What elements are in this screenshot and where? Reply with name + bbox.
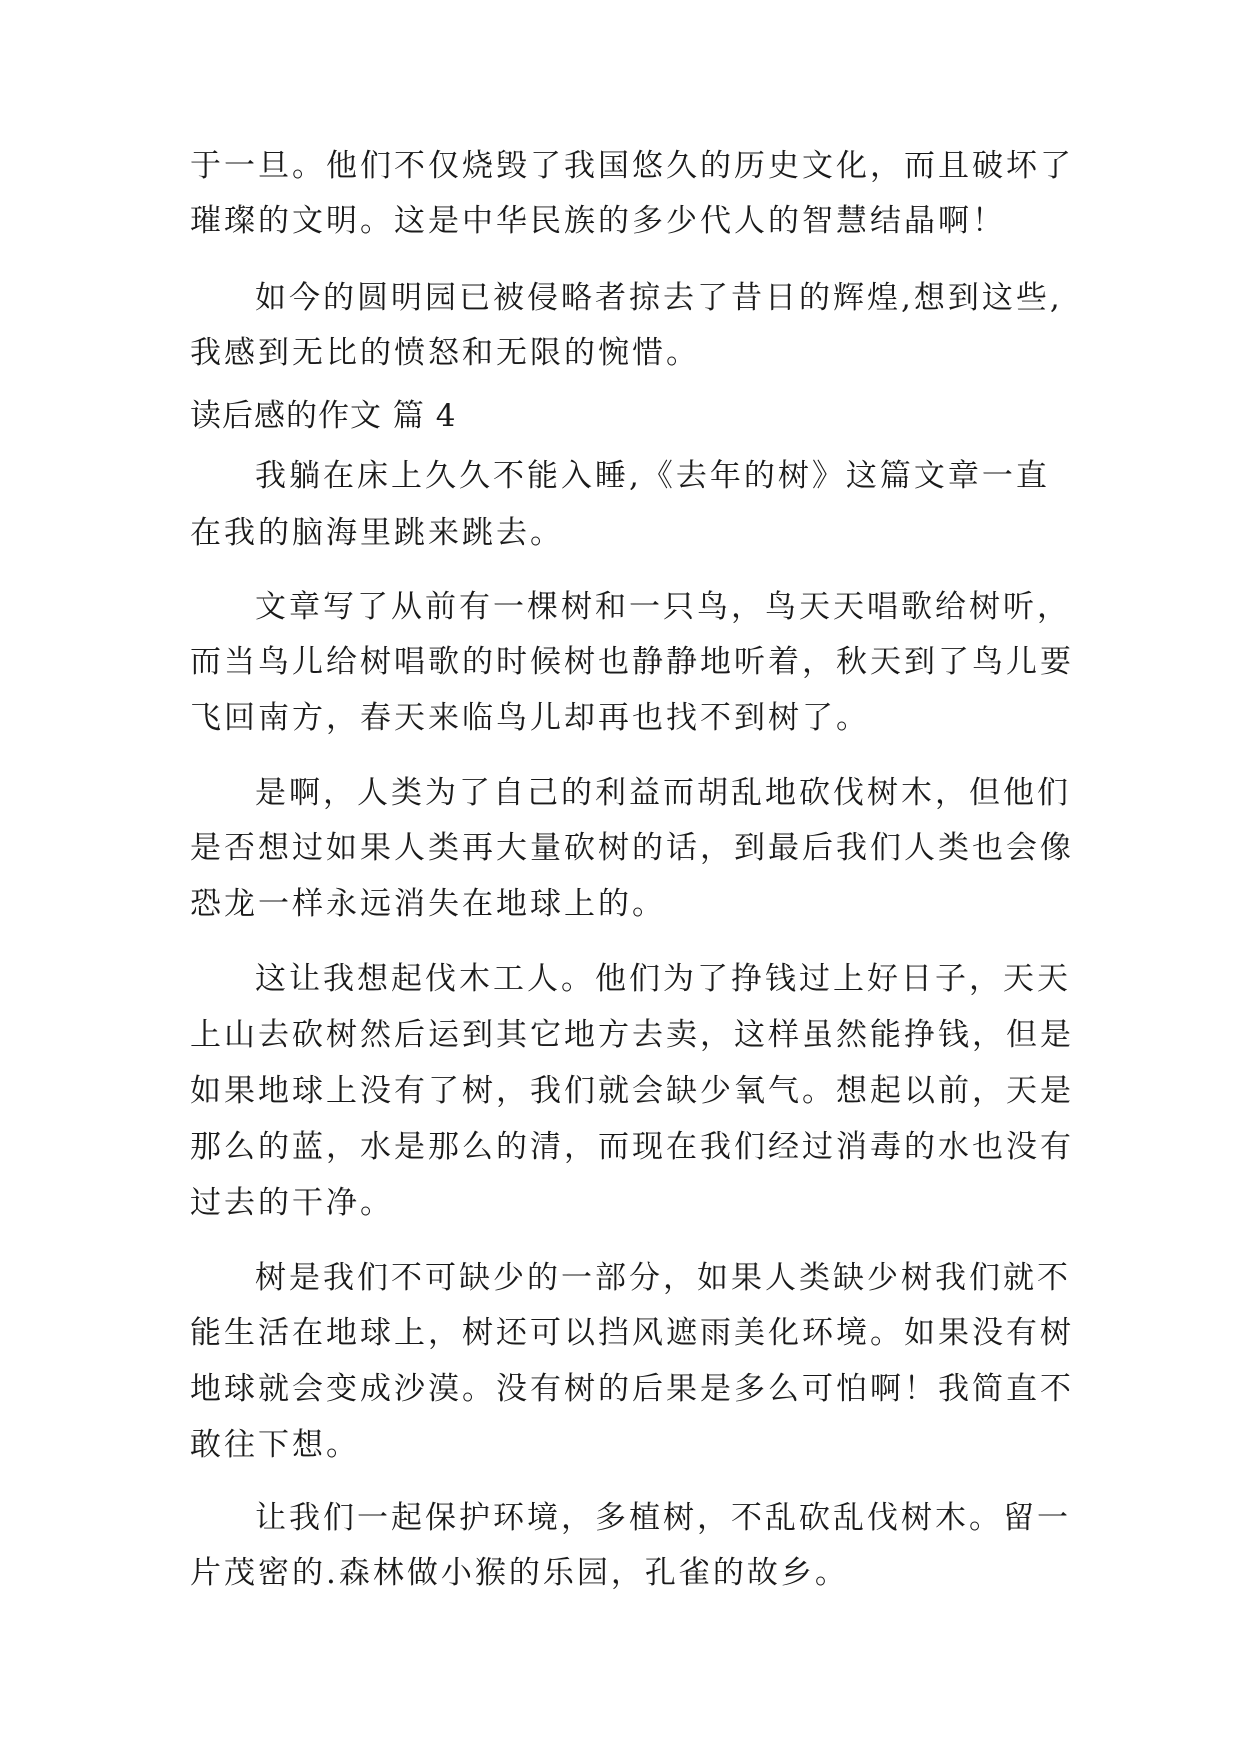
text-line: 能生活在地球上，树还可以挡风遮雨美化环境。如果没有树 [190,1315,1074,1351]
text-line: 上山去砍树然后运到其它地方去卖，这样虽然能挣钱，但是 [190,1017,1074,1053]
text-line: 如果地球上没有了树，我们就会缺少氧气。想起以前，天是 [190,1073,1074,1109]
text-line: 如今的圆明园已被侵略者掠去了昔日的辉煌,想到这些, [255,280,1063,316]
text-line: 璀璨的文明。这是中华民族的多少代人的智慧结晶啊！ [190,203,1006,239]
text-line: 文章写了从前有一棵树和一只鸟，鸟天天唱歌给树听， [255,589,1071,625]
text-line: 地球就会变成沙漠。没有树的后果是多么可怕啊！我简直不 [190,1371,1074,1407]
text-line: 让我们一起保护环境，多植树，不乱砍乱伐树木。留一 [255,1500,1071,1536]
text-line: 恐龙一样永远消失在地球上的。 [190,886,666,922]
text-line: 过去的干净。 [190,1185,394,1221]
text-line: 片茂密的.森林做小猴的乐园，孔雀的故乡。 [190,1555,849,1591]
text-line: 那么的蓝，水是那么的清，而现在我们经过消毒的水也没有 [190,1129,1074,1165]
text-line: 在我的脑海里跳来跳去。 [190,515,564,551]
text-line: 树是我们不可缺少的一部分，如果人类缺少树我们就不 [255,1260,1071,1296]
text-line: 是否想过如果人类再大量砍树的话，到最后我们人类也会像 [190,830,1074,866]
text-line: 我躺在床上久久不能入睡,《去年的树》这篇文章一直 [255,458,1050,494]
text-line: 于一旦。他们不仅烧毁了我国悠久的历史文化，而且破坏了 [190,148,1074,184]
text-line: 这让我想起伐木工人。他们为了挣钱过上好日子，天天 [255,961,1071,997]
text-line: 是啊，人类为了自己的利益而胡乱地砍伐树木，但他们 [255,775,1071,811]
text-line: 我感到无比的愤怒和无限的惋惜。 [190,335,700,371]
text-line: 飞回南方，春天来临鸟儿却再也找不到树了。 [190,700,870,736]
text-line: 而当鸟儿给树唱歌的时候树也静静地听着，秋天到了鸟儿要 [190,644,1074,680]
text-line: 敢往下想。 [190,1427,360,1463]
section-heading: 读后感的作文 篇 4 [190,398,457,434]
